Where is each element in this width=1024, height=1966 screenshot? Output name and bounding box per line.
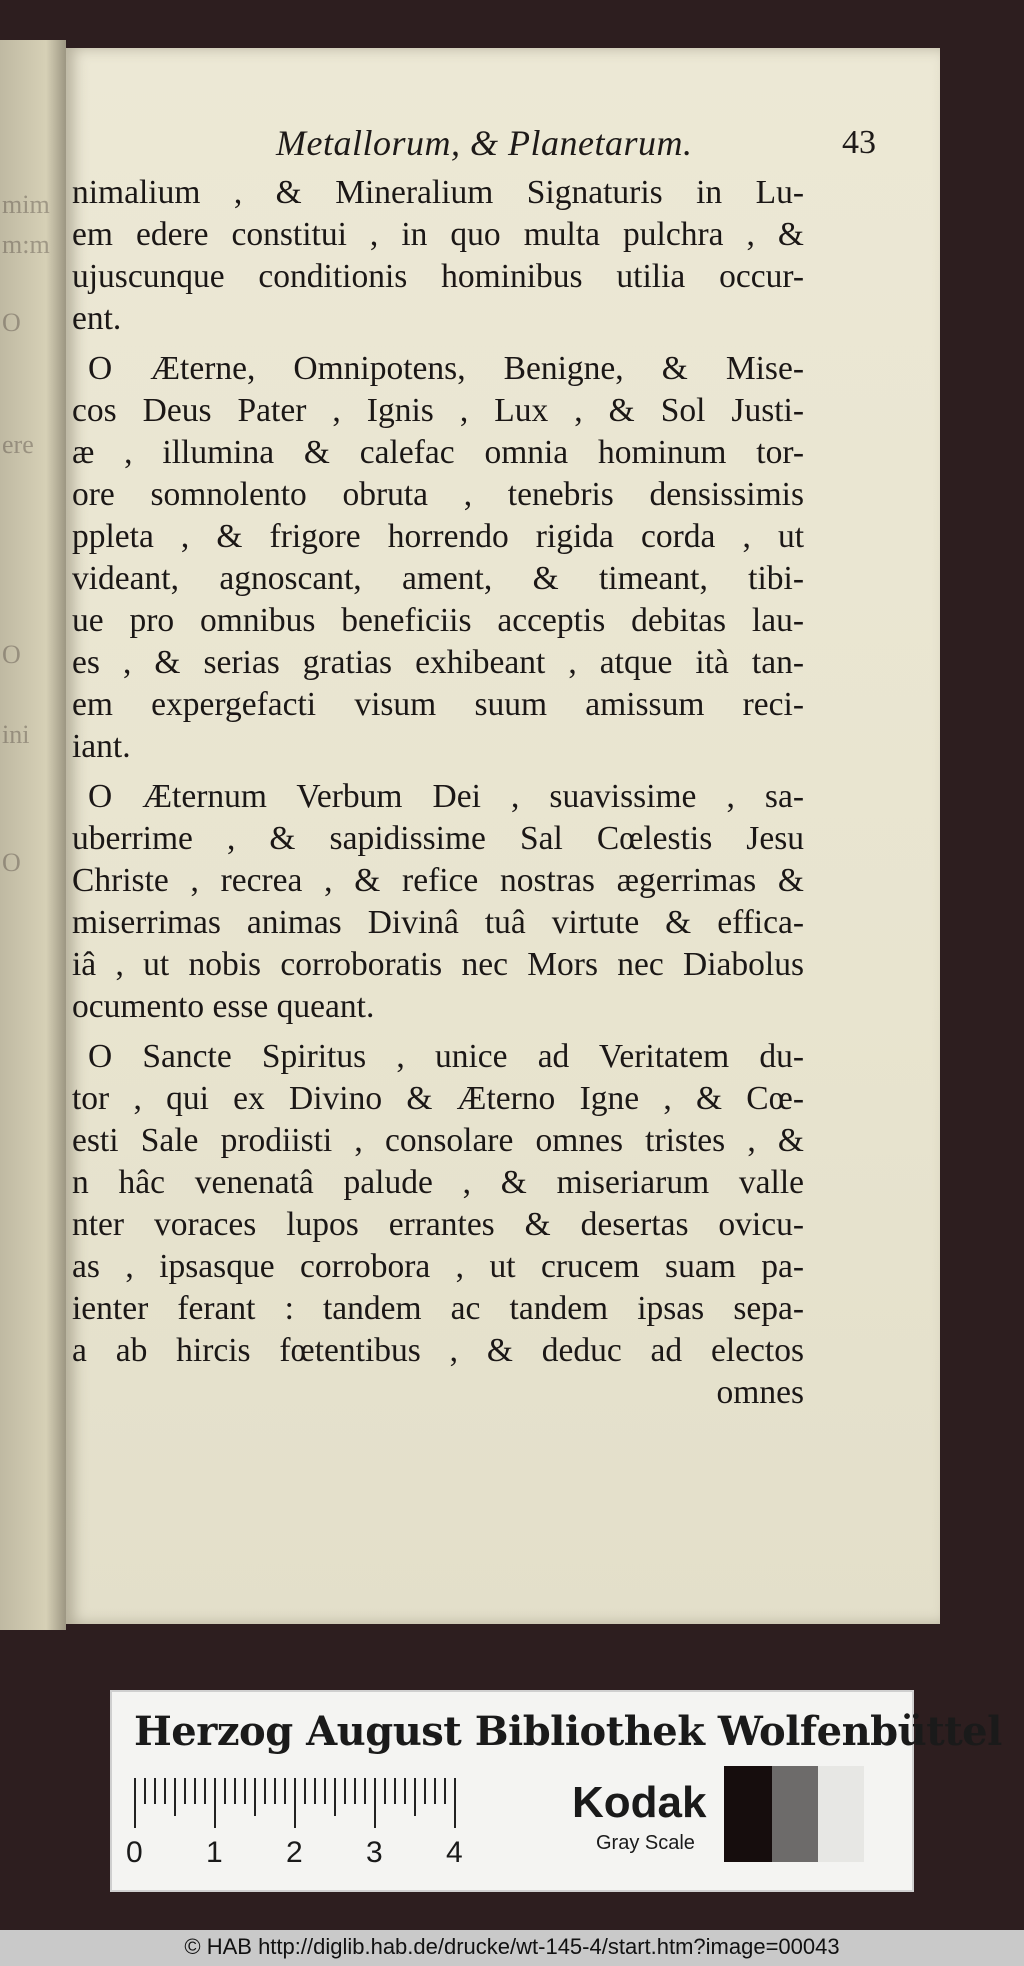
text-line: ujuscunque conditionis hominibus utilia occur- (72, 258, 804, 295)
text-line: nimalium , & Mineralium Signaturis in Lu- (72, 174, 804, 211)
ruler-tick (174, 1778, 176, 1816)
body-text (72, 172, 804, 1422)
ruler-tick (254, 1778, 256, 1816)
paragraph (72, 1036, 804, 1414)
text-line: cos Deus Pater , Ignis , Lux , & Sol Justi- (72, 392, 804, 429)
ruler-tick (304, 1778, 306, 1804)
ruler-number: 4 (446, 1836, 463, 1869)
ruler-tick (354, 1778, 356, 1804)
text-line: em expergefacti visum suum amissum reci- (72, 686, 804, 723)
ruler-tick (344, 1778, 346, 1804)
text-line: as , ipsasque corrobora , ut crucem suam pa- (72, 1248, 804, 1285)
text-line: em edere constitui , in quo multa pulchra , & (72, 216, 804, 253)
ruler-number: 3 (366, 1836, 383, 1869)
ruler-tick (184, 1778, 186, 1804)
ruler-tick (144, 1778, 146, 1804)
ruler-tick (244, 1778, 246, 1804)
gray-swatch-dark (724, 1766, 772, 1862)
ruler-tick (364, 1778, 366, 1804)
text-line: ent. (72, 300, 122, 337)
text-line: Christe , recrea , & refice nostras ægerrimas & (72, 862, 804, 899)
footer-bar (0, 1930, 1024, 1966)
text-line: uberrime , & sapidissime Sal Cœlestis Jesu (72, 820, 804, 857)
ruler-tick (284, 1778, 286, 1804)
ruler-number: 2 (286, 1836, 303, 1869)
text-line: ue pro omnibus beneficiis acceptis debitas lau- (72, 602, 804, 639)
ruler-tick (234, 1778, 236, 1804)
paragraph (72, 776, 804, 1028)
text-line: ppleta , & frigore horrendo rigida corda , ut (72, 518, 804, 555)
facing-page-edge: mim m:m O ere O ini O (0, 40, 66, 1630)
ruler-tick (194, 1778, 196, 1804)
ruler-tick (214, 1778, 216, 1828)
text-line: O Æterne, Omnipotens, Benigne, & Mise- (88, 350, 804, 387)
ruler-tick (164, 1778, 166, 1804)
ruler-tick (274, 1778, 276, 1804)
text-line: n hâc venenatâ palude , & miseriarum valle (72, 1164, 804, 1201)
text-line: æ , illumina & calefac omnia hominum tor- (72, 434, 804, 471)
text-line: iâ , ut nobis corroboratis nec Mors nec Diabolus (72, 946, 804, 983)
measurement-ruler (126, 1778, 554, 1878)
text-line: nter voraces lupos errantes & desertas ovicu- (72, 1206, 804, 1243)
ruler-tick (294, 1778, 296, 1828)
ruler-tick (444, 1778, 446, 1804)
ruler-tick (424, 1778, 426, 1804)
running-head (196, 118, 876, 168)
text-line: videant, agnoscant, ament, & timeant, tibi- (72, 560, 804, 597)
ruler-tick (204, 1778, 206, 1804)
text-line: ocumento esse queant. (72, 988, 375, 1025)
text-line: miserrimas animas Divinâ tuâ virtute & effica- (72, 904, 804, 941)
text-line: O Æternum Verbum Dei , suavissime , sa- (88, 778, 804, 815)
text-line: ore somnolento obruta , tenebris densissimis (72, 476, 804, 513)
catchword: omnes (716, 1374, 804, 1411)
text-line: es , & serias gratias exhibeant , atque ità tan- (72, 644, 804, 681)
ruler-tick (434, 1778, 436, 1804)
ruler-tick (334, 1778, 336, 1816)
ruler-number: 0 (126, 1836, 143, 1869)
color-calibration-card (110, 1690, 1002, 1892)
ruler-tick (374, 1778, 376, 1828)
ruler-tick (384, 1778, 386, 1804)
text-line: ienter ferant : tandem ac tandem ipsas sepa- (72, 1290, 804, 1327)
ruler-tick (134, 1778, 136, 1828)
ruler-tick (154, 1778, 156, 1804)
ruler-number: 1 (206, 1836, 223, 1869)
text-line: a ab hircis fœtentibus , & deduc ad electos (72, 1332, 804, 1369)
text-line: esti Sale prodiisti , consolare omnes tristes , & (72, 1122, 804, 1159)
gray-scale-label: Gray Scale (596, 1832, 695, 1854)
text-line: O Sancte Spiritus , unice ad Veritatem du- (88, 1038, 804, 1075)
paragraph (72, 172, 804, 340)
gray-swatch-light (818, 1766, 864, 1862)
text-line: iant. (72, 728, 131, 765)
ruler-tick (314, 1778, 316, 1804)
ruler-tick (264, 1778, 266, 1804)
footer-credit: © HAB http://diglib.hab.de/drucke/wt-145-4/start.htm?image=00043 (184, 1934, 840, 1959)
paragraph (72, 348, 804, 768)
ruler-tick (224, 1778, 226, 1804)
page-number: 43 (842, 124, 876, 161)
ruler-tick (454, 1778, 456, 1828)
ruler-tick (404, 1778, 406, 1804)
gray-swatch-mid (772, 1766, 818, 1862)
text-line: tor , qui ex Divino & Æterno Igne , & Cœ- (72, 1080, 804, 1117)
library-name: Herzog August Bibliothek Wolfenbüttel (134, 1708, 1002, 1755)
ruler-tick (324, 1778, 326, 1804)
kodak-brand: Kodak (572, 1778, 707, 1827)
book-page (66, 48, 940, 1624)
running-title: Metallorum, & Planetarum. (276, 123, 693, 163)
ruler-tick (394, 1778, 396, 1804)
ruler-tick (414, 1778, 416, 1816)
